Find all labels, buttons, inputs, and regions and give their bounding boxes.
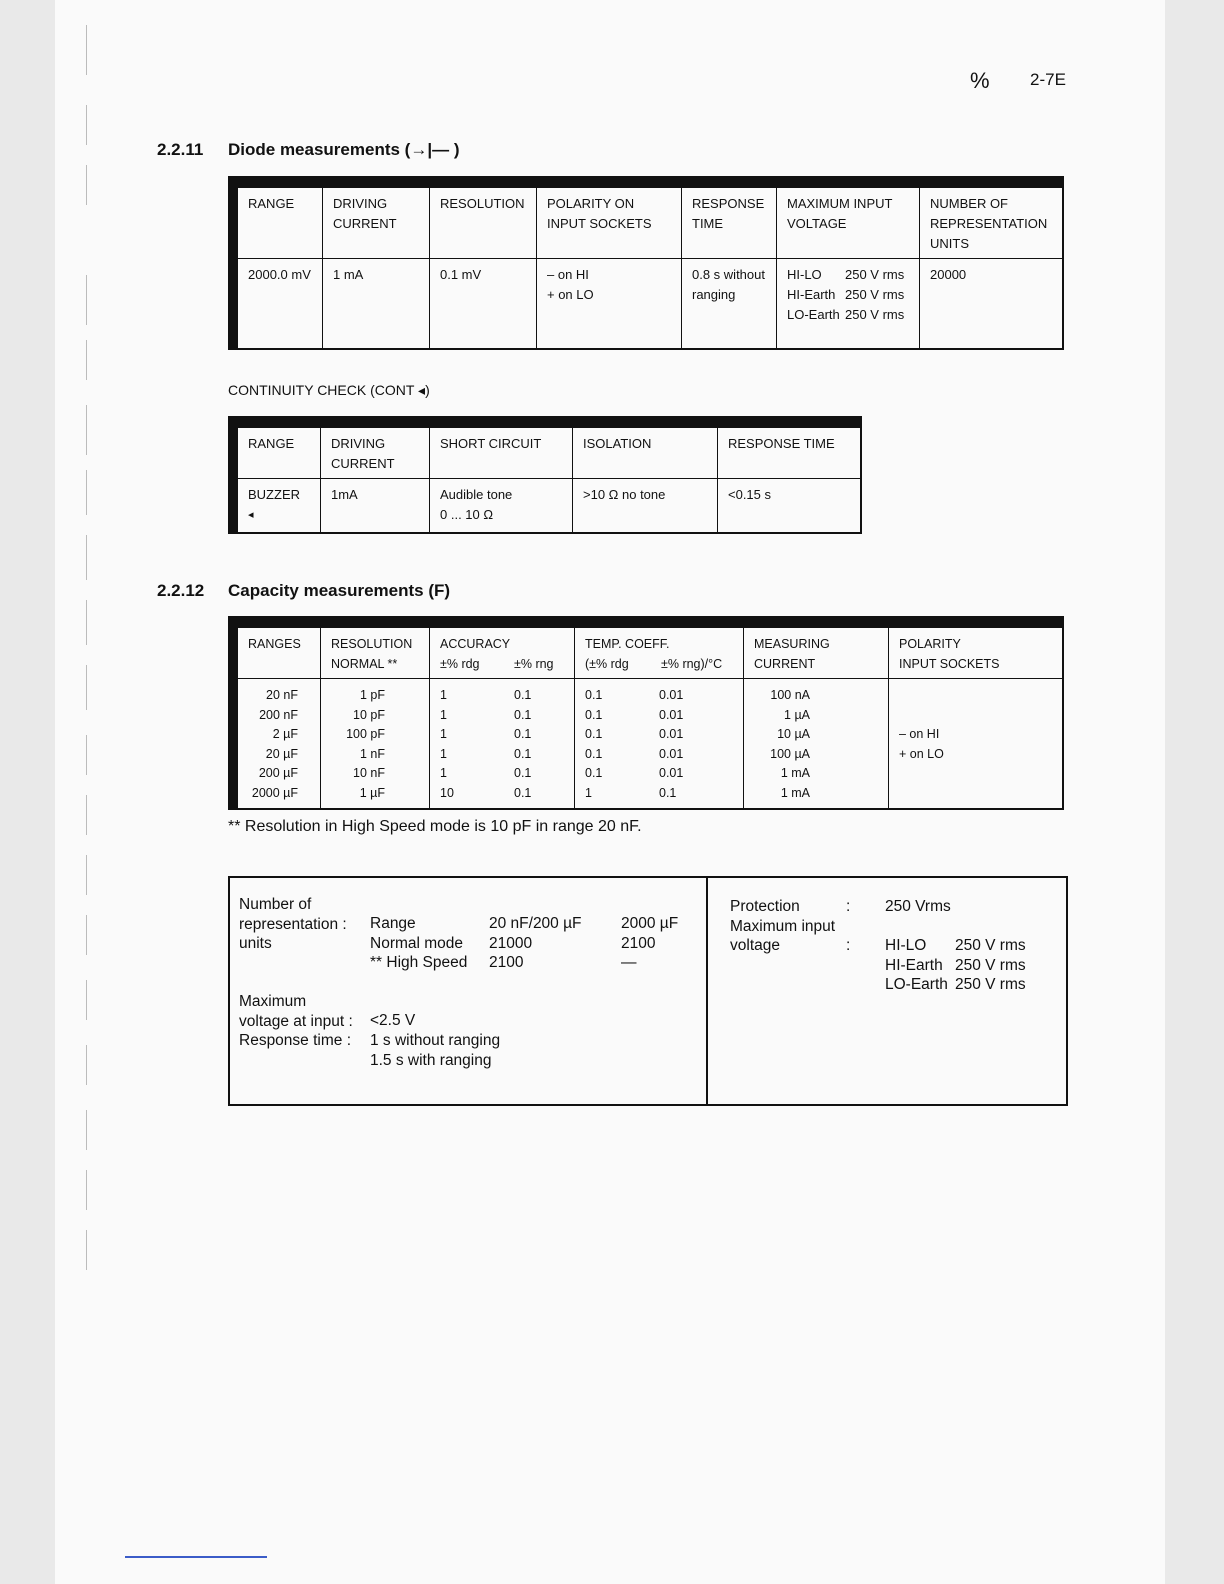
voltage-value: 250 V rms — [955, 956, 1026, 974]
voltage-value: 250 V rms — [955, 976, 1026, 993]
acc-rdg-value: 1 — [440, 707, 447, 722]
acc-rdg-value: 1 — [440, 766, 447, 780]
capacity-summary-box — [228, 876, 1068, 1106]
resolution-value: 10 nF — [353, 766, 385, 780]
diode-header-range: RANGE — [233, 182, 323, 259]
current-value: 100 nA — [770, 688, 810, 702]
current-value: 100 µA — [770, 746, 810, 761]
label-line: voltage at input : — [239, 1012, 353, 1030]
acc-rng-value: 0.1 — [514, 766, 532, 780]
col-head-line: Range — [370, 915, 416, 932]
header-line: (±% rdg — [585, 657, 629, 671]
col-a-line: 2100 — [489, 954, 524, 971]
header-line: RESOLUTION — [331, 637, 413, 651]
current-value: 1 mA — [780, 785, 810, 800]
label-line: units — [239, 935, 272, 952]
continuity-header-short: SHORT CIRCUIT — [430, 422, 573, 479]
response-time-label: Response time : — [239, 1032, 351, 1049]
capacity-resolution-col — [321, 679, 430, 809]
continuity-range-label: BUZZER — [248, 487, 300, 502]
page-number: 2-7E — [1030, 70, 1066, 89]
units-col-b — [621, 914, 678, 973]
col-a-line: 21000 — [489, 934, 533, 952]
diode-header-polarity: POLARITY ON INPUT SOCKETS — [537, 182, 682, 259]
header-line: MEASURING — [754, 637, 830, 651]
box-divider — [706, 878, 708, 1104]
voltage-value: 250 V rms — [845, 287, 905, 302]
polarity-line: + on LO — [899, 747, 944, 761]
capacity-header-accuracy — [430, 622, 575, 679]
protection-colon: : — [846, 898, 851, 915]
capacity-header-measuring — [744, 622, 889, 679]
temp-rng-value: 0.01 — [659, 707, 684, 722]
diode-header-units: NUMBER OF REPRESENTATION UNITS — [920, 182, 1064, 259]
high-speed-note: ** Resolution in High Speed mode is 10 pF in range 20 nF. — [228, 818, 642, 835]
temp-rng-value: 0.1 — [659, 785, 677, 800]
temp-rdg-value: 1 — [585, 785, 592, 800]
label-line: Maximum input — [730, 917, 836, 935]
range-value: 20 µF — [265, 746, 298, 761]
max-voltage-label — [239, 992, 353, 1031]
acc-rng-value: 0.1 — [514, 688, 532, 702]
section-number-diode: 2.2.11 — [157, 140, 204, 159]
current-value: 10 µA — [777, 727, 810, 741]
diode-polarity-line: + on LO — [547, 287, 594, 302]
temp-rng-value: 0.01 — [659, 766, 684, 780]
section-title-diode: Diode measurements (→|— ) — [228, 140, 460, 159]
diode-response-line: ranging — [692, 287, 736, 302]
resolution-value: 1 pF — [359, 688, 385, 702]
input-voltage-list — [885, 936, 1026, 995]
diode-resolution: 0.1 mV — [430, 259, 537, 349]
continuity-short — [430, 479, 573, 533]
resolution-value: 1 µF — [359, 785, 385, 800]
header-line: NORMAL ** — [331, 657, 398, 671]
voltage-value: 250 V rms — [845, 267, 905, 282]
range-value: 200 nF — [259, 707, 298, 722]
col-b-line: — — [621, 954, 637, 971]
continuity-caption: CONTINUITY CHECK (CONT ◂) — [228, 382, 430, 398]
continuity-current: 1mA — [321, 479, 430, 533]
acc-rdg-value: 1 — [440, 727, 447, 741]
max-voltage-value: <2.5 V — [370, 1012, 416, 1029]
protection-labels — [730, 897, 835, 956]
temp-rng-value: 0.01 — [659, 727, 684, 741]
capacity-current-col — [744, 679, 889, 809]
continuity-header-current: DRIVING CURRENT — [321, 422, 430, 479]
temp-rdg-value: 0.1 — [585, 688, 603, 702]
diode-response — [682, 259, 777, 349]
voltage-pair: HI-Earth — [885, 956, 943, 974]
response-time-values — [370, 1031, 500, 1070]
continuity-range — [233, 479, 321, 533]
label-line: Number of — [239, 896, 312, 913]
diode-spec-table — [228, 176, 1064, 350]
capacity-header-polarity — [889, 622, 1064, 679]
acc-rdg-value: 1 — [440, 746, 447, 761]
units-col-head — [370, 914, 467, 973]
col-a-line: 20 nF/200 µF — [489, 915, 582, 932]
temp-rdg-value: 0.1 — [585, 766, 603, 780]
units-label — [239, 895, 347, 954]
temp-rdg-value: 0.1 — [585, 707, 603, 722]
header-line: ±% rng)/°C — [661, 657, 723, 671]
label-line: Protection — [730, 898, 800, 915]
voltage-colon: : — [846, 937, 851, 954]
col-b-line: 2000 µF — [621, 915, 679, 932]
temp-rdg-value: 0.1 — [585, 727, 603, 741]
voltage-pair: HI-LO — [885, 937, 927, 954]
acc-rng-value: 0.1 — [514, 727, 532, 741]
continuity-isolation: >10 Ω no tone — [573, 479, 718, 533]
resolution-value: 100 pF — [346, 727, 385, 741]
diode-units: 20000 — [920, 259, 1064, 349]
capacity-ranges-col — [233, 679, 321, 809]
header-line: ACCURACY — [440, 637, 511, 651]
protection-value: 250 Vrms — [885, 898, 951, 915]
response-line: 1 s without ranging — [370, 1032, 501, 1049]
temp-rdg-value: 0.1 — [585, 746, 603, 761]
capacity-header-ranges: RANGES — [233, 622, 321, 679]
continuity-short-line: Audible tone — [440, 487, 513, 502]
range-value: 2000 µF — [251, 785, 298, 800]
units-col-a — [489, 914, 582, 973]
voltage-pair: HI-LO — [787, 267, 822, 282]
header-line: ±% rdg — [440, 657, 480, 671]
diode-range: 2000.0 mV — [233, 259, 323, 349]
section-number-capacity: 2.2.12 — [157, 581, 205, 600]
col-head-line: ** High Speed — [370, 954, 468, 971]
voltage-pair: LO-Earth — [885, 976, 948, 993]
range-value: 200 µF — [258, 766, 298, 780]
voltage-pair: LO-Earth — [787, 307, 840, 322]
voltage-value: 250 V rms — [845, 307, 905, 322]
label-line: representation : — [239, 915, 347, 933]
label-line: voltage — [730, 937, 780, 954]
header-symbol: % — [970, 68, 990, 93]
acc-rng-value: 0.1 — [514, 746, 532, 761]
diode-header-response: RESPONSE TIME — [682, 182, 777, 259]
diode-header-current: DRIVING CURRENT — [323, 182, 430, 259]
col-head-line: Normal mode — [370, 934, 464, 952]
capacity-polarity-col — [889, 679, 1064, 809]
section-title-capacity: Capacity measurements (F) — [228, 581, 451, 600]
diode-max-voltage — [777, 259, 920, 349]
acc-rdg-value: 10 — [440, 785, 454, 800]
label-line: Maximum — [239, 993, 307, 1010]
header-line: ±% rng — [514, 657, 554, 671]
continuity-response: <0.15 s — [718, 479, 862, 533]
temp-rng-value: 0.01 — [659, 746, 684, 761]
acc-rng-value: 0.1 — [514, 785, 532, 800]
voltage-pair: HI-Earth — [787, 287, 836, 302]
continuity-header-isolation: ISOLATION — [573, 422, 718, 479]
continuity-short-line: 0 ... 10 Ω — [440, 507, 494, 522]
polarity-line: – on HI — [899, 727, 940, 741]
capacity-header-temp — [575, 622, 744, 679]
range-value: 2 µF — [272, 727, 298, 741]
diode-header-max-voltage: MAXIMUM INPUT VOLTAGE — [777, 182, 920, 259]
capacity-spec-table — [228, 616, 1064, 810]
voltage-value: 250 V rms — [955, 937, 1026, 954]
continuity-spec-table — [228, 416, 862, 534]
range-value: 20 nF — [266, 688, 298, 702]
continuity-header-range: RANGE — [233, 422, 321, 479]
diode-header-resolution: RESOLUTION — [430, 182, 537, 259]
current-value: 1 µA — [784, 707, 810, 722]
binding-marks — [64, 15, 94, 1515]
header-line: CURRENT — [754, 657, 816, 671]
acc-rdg-value: 1 — [440, 688, 447, 702]
resolution-value: 10 pF — [353, 707, 385, 722]
current-value: 1 mA — [780, 766, 810, 780]
diode-polarity — [537, 259, 682, 349]
footer-rule — [125, 1556, 267, 1558]
speaker-icon: ◂ — [248, 509, 254, 521]
col-b-line: 2100 — [621, 934, 656, 952]
resolution-value: 1 nF — [359, 746, 385, 761]
continuity-header-response: RESPONSE TIME — [718, 422, 862, 479]
capacity-header-resolution — [321, 622, 430, 679]
header-line: POLARITY — [899, 637, 961, 651]
diode-response-line: 0.8 s without — [692, 267, 765, 282]
acc-rng-value: 0.1 — [514, 707, 532, 722]
diode-current: 1 mA — [323, 259, 430, 349]
header-line: TEMP. COEFF. — [585, 637, 670, 651]
diode-polarity-line: – on HI — [547, 267, 589, 282]
response-line: 1.5 s with ranging — [370, 1051, 492, 1069]
header-line: INPUT SOCKETS — [899, 657, 1000, 671]
capacity-accuracy-col — [430, 679, 575, 809]
capacity-temp-col — [575, 679, 744, 809]
temp-rng-value: 0.01 — [659, 688, 684, 702]
